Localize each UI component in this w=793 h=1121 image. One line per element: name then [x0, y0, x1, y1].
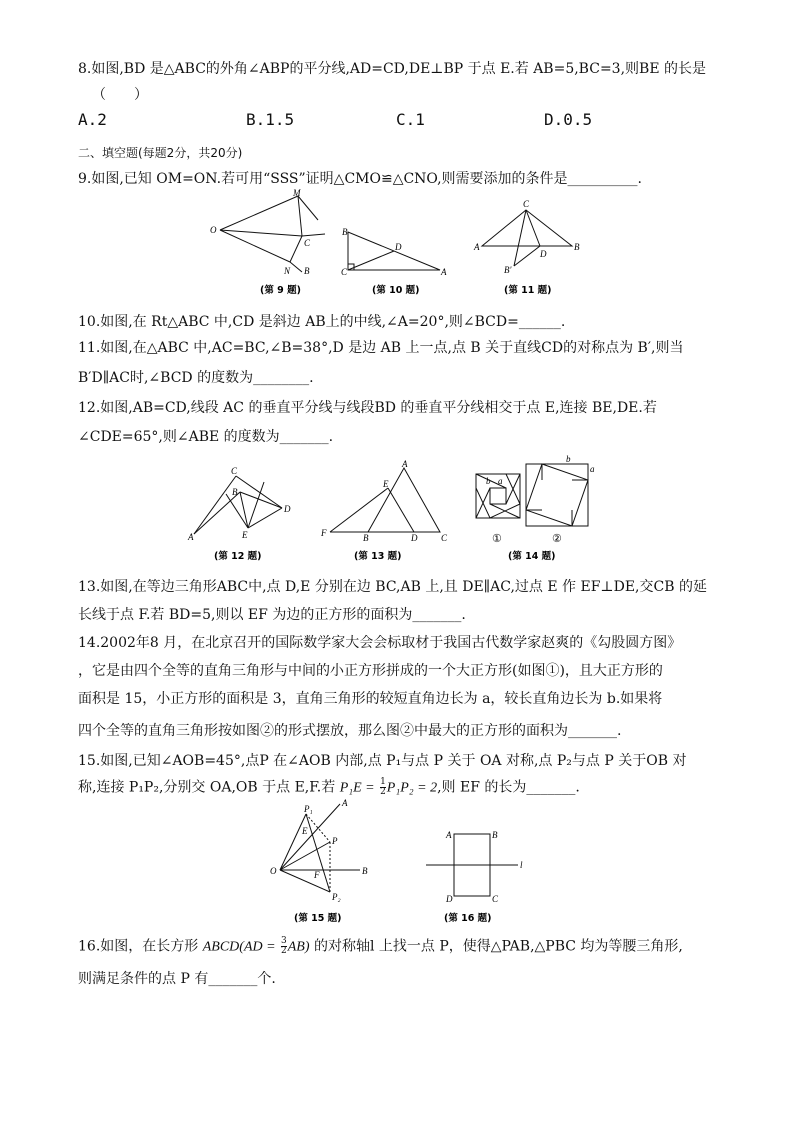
- q12-line1: 12.如图,AB=CD,线段 AC 的垂直平分线与线段BD 的垂直平分线相交于点 E,连接 BE,DE.若: [78, 400, 657, 416]
- fig16-label-d: D: [446, 894, 453, 904]
- fig10-label-a: A: [441, 267, 447, 277]
- fig13-label-a: A: [402, 459, 408, 469]
- figure-12: [194, 476, 282, 534]
- q16-end: 的对称轴l 上找一点 P，使得△PAB,△PBC 均为等腰三角形,: [309, 938, 683, 955]
- fig14-label-b2: b: [566, 454, 571, 464]
- fig9-caption: (第 9 题): [260, 285, 301, 296]
- fig12-label-e: E: [242, 530, 248, 540]
- q9-text: 9.如图,已知 OM=ON.若可用“SSS”证明△CMO≌△CNO,则需要添加的条件是__________.: [78, 171, 642, 187]
- q13-line1: 13.如图,在等边三角形ABC中,点 D,E 分别在边 BC,AB 上,且 DE∥AC,过点 E 作 EF⊥DE,交CB 的延: [78, 579, 707, 595]
- fig11-label-d: D: [540, 249, 547, 259]
- q16-rect-name: ABCD: [202, 939, 240, 955]
- fig15-label-a: A: [342, 798, 348, 808]
- figure-13: [330, 468, 440, 532]
- fig9-label-m: M: [293, 188, 301, 198]
- figure-row-1: [200, 190, 600, 300]
- fig14-sub2: ②: [552, 533, 562, 545]
- fig13-label-e: E: [383, 479, 389, 489]
- fig10-caption: (第 10 题): [372, 285, 420, 296]
- q16-line1: [78, 937, 683, 957]
- q11-line1: 11.如图,在△ABC 中,AC=BC,∠B=38°,D 是边 AB 上一点,点 B 关于直线CD的对称点为 B′,则当: [78, 340, 684, 356]
- q16-start: 16.如图，在长方形: [78, 938, 203, 955]
- fig10-label-b: B: [342, 227, 348, 237]
- q8-stem: 8.如图,BD 是△ABC的外角∠ABP的平分线,AD=CD,DE⊥BP 于点 E.若 AB=5,BC=3,则BE 的长是: [78, 61, 706, 77]
- fig9-label-b: B: [304, 266, 310, 276]
- fig15-label-o: O: [270, 866, 277, 876]
- q16-eq-left: (AD =: [239, 939, 276, 955]
- fig14-sub1: ①: [492, 533, 502, 545]
- q11-line2: B′D∥AC时,∠BCD 的度数为________.: [78, 370, 314, 386]
- fig13-caption: (第 13 题): [354, 551, 402, 562]
- q15-line2-end: ,则 EF 的长为_______.: [437, 779, 580, 796]
- q12-line2: ∠CDE=65°,则∠ABE 的度数为_______.: [78, 429, 334, 445]
- fig15-label-p: P: [332, 836, 338, 846]
- q16-eq-right: AB): [287, 939, 310, 955]
- fig14-caption: (第 14 题): [508, 551, 556, 562]
- fig12-label-a: A: [188, 532, 194, 542]
- q8-paren: （ ）: [92, 87, 148, 103]
- fig16-label-b: B: [492, 830, 498, 840]
- q16-fraction: [281, 937, 287, 956]
- fig15-caption: (第 15 题): [294, 913, 342, 924]
- figure-row-2: [180, 454, 610, 568]
- q14-line4: 四个全等的直角三角形按如图②的形式摆放，那么图②中最大的正方形的面积为_______.: [78, 723, 622, 739]
- fig14-label-a2: a: [590, 464, 595, 474]
- q15-frac-den: 2: [380, 787, 386, 797]
- fig11-label-b: B: [574, 242, 580, 252]
- q14-line3: 面积是 15，小正方形的面积是 3，直角三角形的较短直角边长为 a，较长直角边长为 b.如果将: [78, 691, 663, 707]
- fig16-label-a: A: [446, 830, 452, 840]
- q15-fraction: [380, 778, 386, 797]
- fig9-label-c: C: [304, 238, 311, 248]
- q14-line2: ，它是由四个全等的直角三角形与中间的小正方形拼成的一个大正方形(如图①)，且大正方形的: [78, 663, 663, 679]
- section-heading: 二、填空题(每题2分，共20分): [78, 146, 243, 160]
- figure-14-2: [526, 464, 588, 526]
- fig15-label-b: B: [362, 866, 368, 876]
- fig15-label-p1: P₁: [304, 804, 313, 814]
- fig11-label-a: A: [474, 242, 480, 252]
- q16-frac-den: 2: [281, 946, 287, 956]
- fig13-label-d: D: [411, 533, 418, 543]
- q15-eq-right: P₁P₂ = 2: [386, 780, 438, 796]
- q15-eq-left: P₁E =: [339, 780, 375, 796]
- fig11-caption: (第 11 题): [504, 285, 552, 296]
- fig11-label-bprime: B': [504, 265, 512, 275]
- figure-15: [280, 804, 360, 892]
- fig16-caption: (第 16 题): [444, 913, 492, 924]
- fig9-label-n: N: [284, 266, 291, 276]
- q14-line1: 14.2002年8 月，在北京召开的国际数学家大会会标取材于我国古代数学家赵爽的《勾股圆方图》: [78, 635, 682, 651]
- q8-option-b: B.1.5: [246, 110, 295, 129]
- fig13-label-c: C: [441, 533, 448, 543]
- fig12-label-b: B: [232, 487, 238, 497]
- fig10-label-c: C: [341, 267, 348, 277]
- q15-line2: [78, 778, 580, 798]
- fig14-label-b1: b: [486, 476, 491, 486]
- fig9-label-o: O: [210, 225, 217, 235]
- q8-option-d: D.0.5: [544, 110, 593, 129]
- fig16-label-c: C: [492, 894, 499, 904]
- q15-line2-start: 称,连接 P₁P₂,分别交 OA,OB 于点 E,F.若: [78, 779, 340, 796]
- figure-row-3: [264, 800, 554, 926]
- fig15-label-f: F: [314, 870, 320, 880]
- q10-text: 10.如图,在 Rt△ABC 中,CD 是斜边 AB上的中线,∠A=20°,则∠BCD=______.: [78, 314, 566, 330]
- q8-option-a: A.2: [78, 110, 107, 129]
- fig13-label-f: F: [321, 528, 327, 538]
- fig12-caption: (第 12 题): [214, 551, 262, 562]
- fig10-label-d: D: [395, 242, 402, 252]
- fig11-label-c: C: [523, 199, 530, 209]
- fig14-label-a1: a: [498, 476, 503, 486]
- q13-line2: 长线于点 F.若 BD=5,则以 EF 为边的正方形的面积为_______.: [78, 607, 466, 623]
- q8-option-c: C.1: [396, 110, 425, 129]
- fig13-label-b: B: [363, 533, 369, 543]
- q15-frac-num: 1: [380, 777, 386, 787]
- fig16-label-l: l: [520, 860, 523, 870]
- figure-16: [426, 834, 518, 896]
- q16-frac-num: 3: [281, 936, 287, 946]
- fig12-label-d: D: [284, 504, 291, 514]
- q16-line2: 则满足条件的点 P 有_______个.: [78, 971, 276, 987]
- fig15-label-p2: P₂: [332, 892, 341, 902]
- fig15-label-e: E: [302, 826, 308, 836]
- fig12-label-c: C: [231, 466, 238, 476]
- q15-line1: 15.如图,已知∠AOB=45°,点P 在∠AOB 内部,点 P₁与点 P 关于 OA 对称,点 P₂与点 P 关于OB 对: [78, 753, 687, 769]
